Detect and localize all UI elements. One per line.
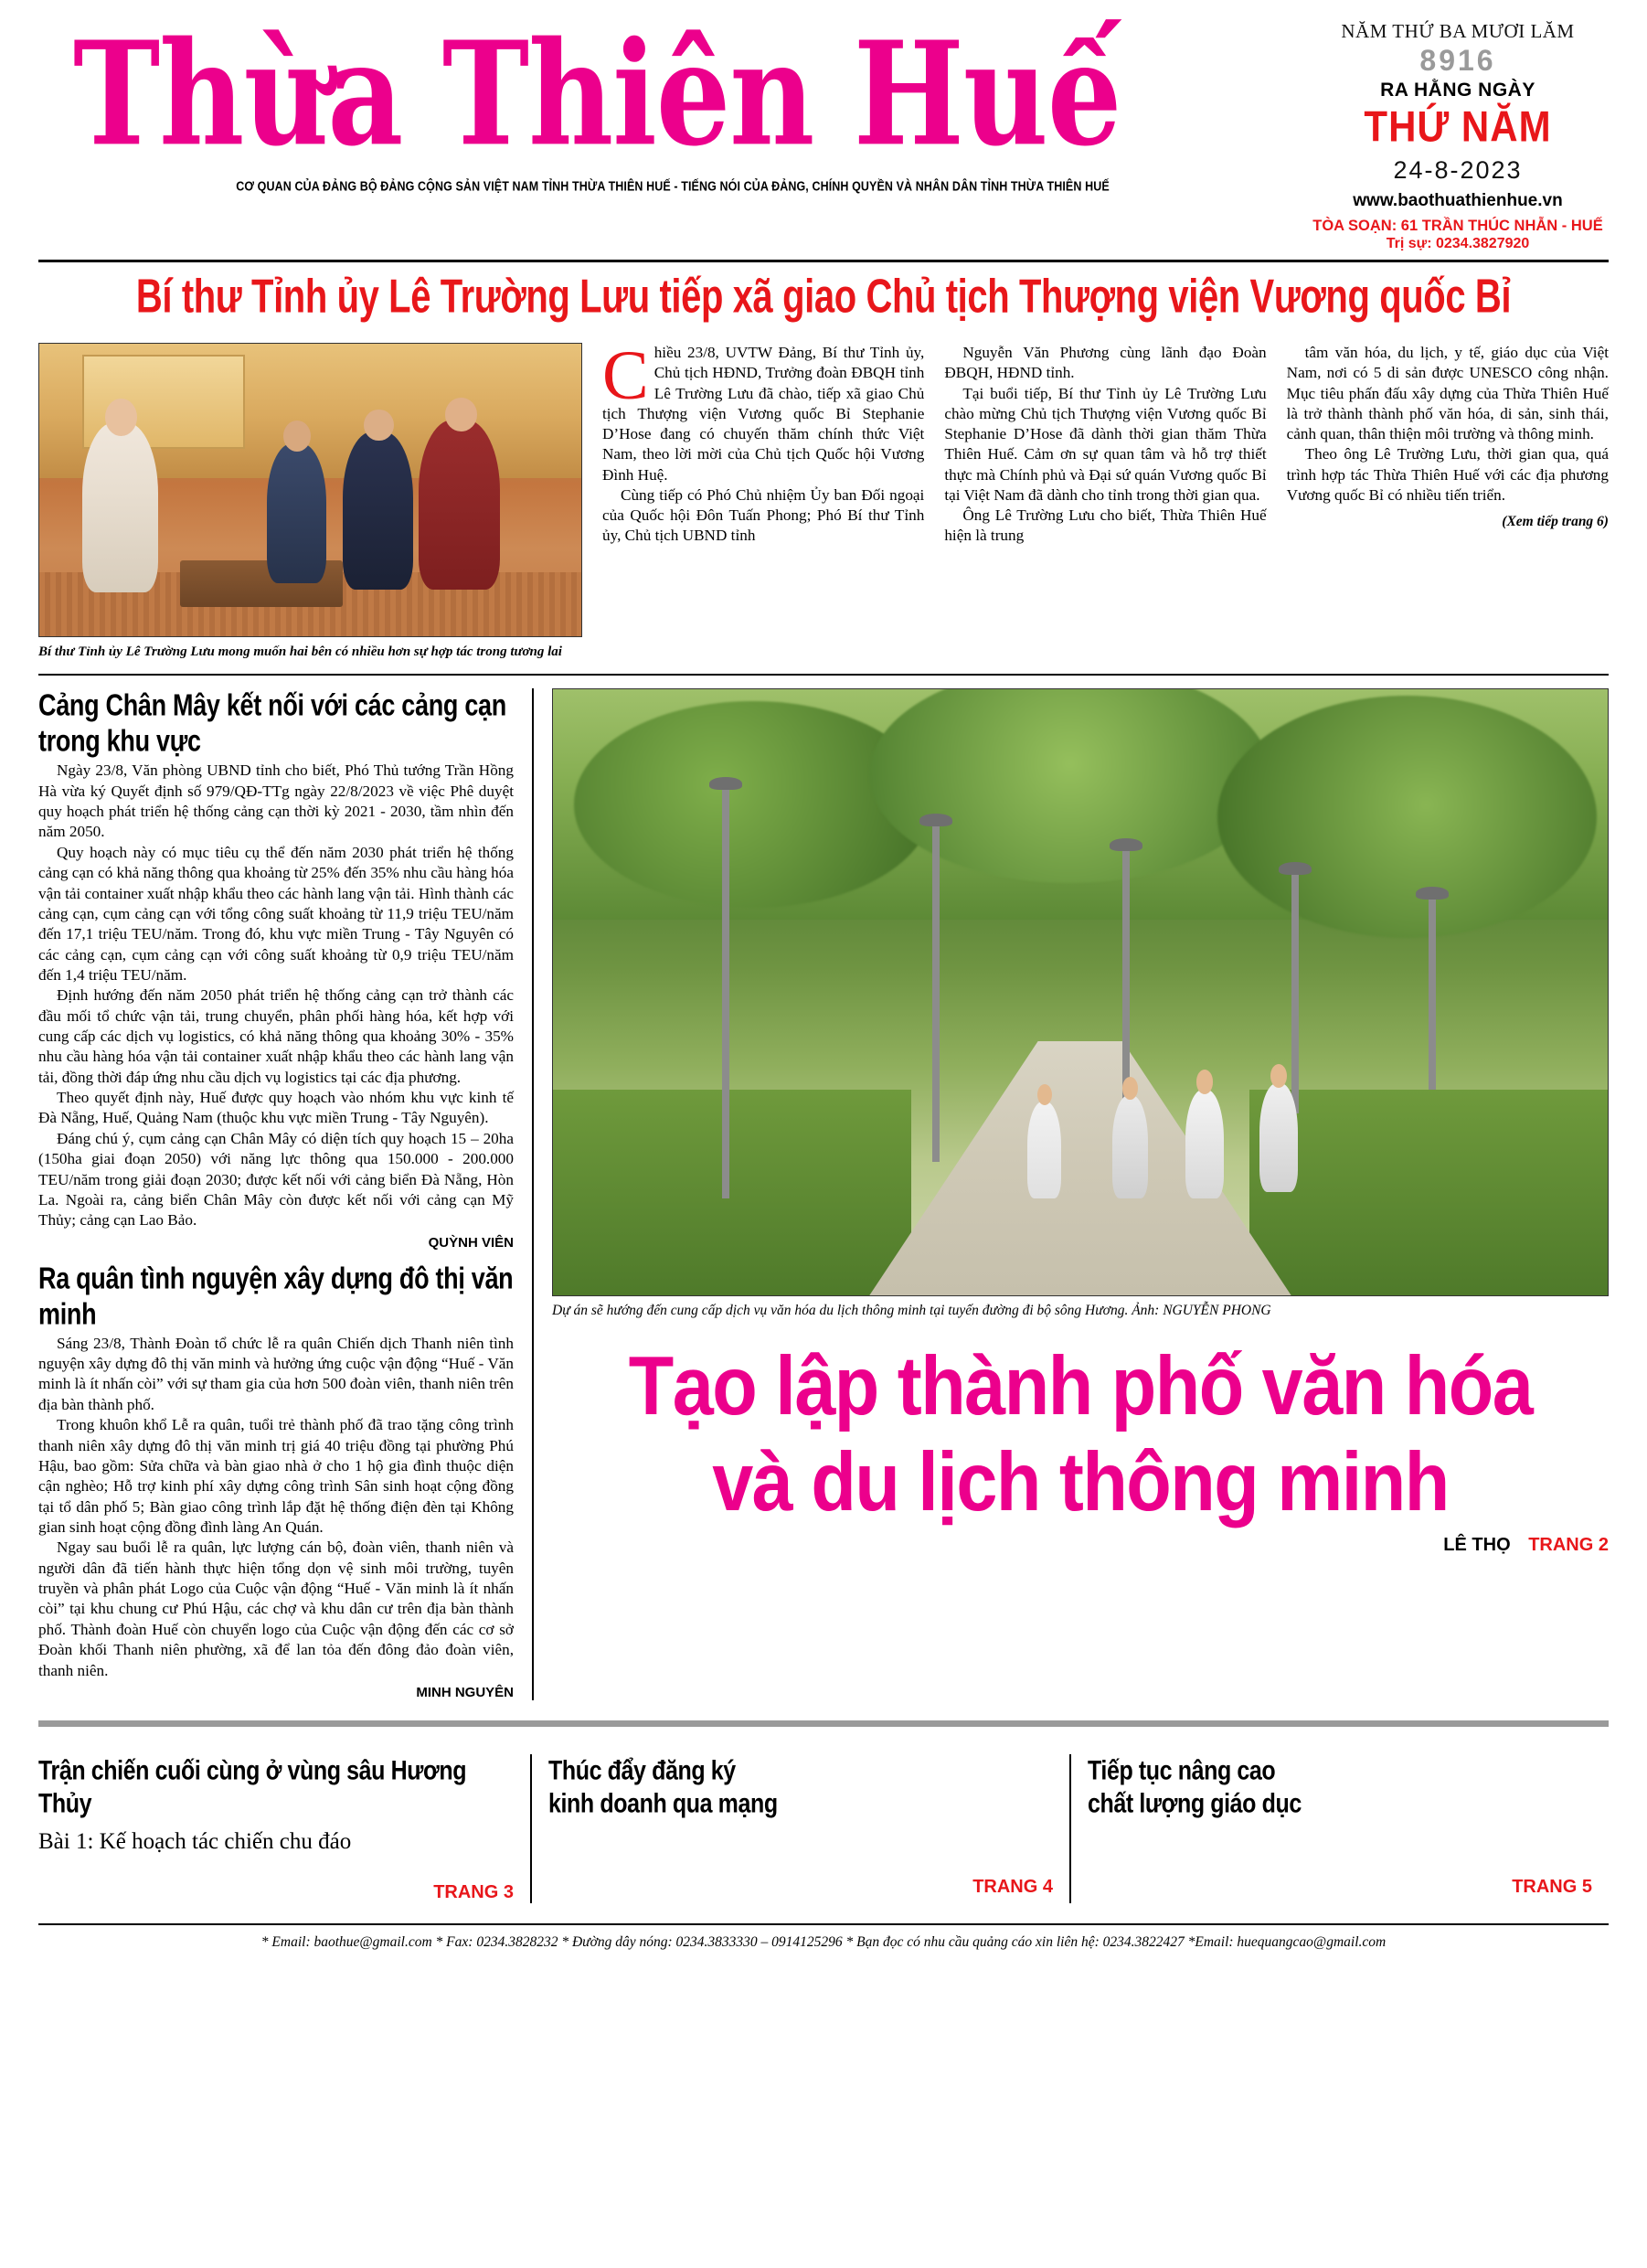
article-headline[interactable]: Cảng Chân Mây kết nối với các cảng cạn trong khu vực xyxy=(38,688,506,758)
teaser-headline-line-1: Thúc đẩy đăng ký xyxy=(548,1755,736,1786)
paragraph: Ngay sau buổi lễ ra quân, lực lượng cán bộ, đoàn viên, thanh niên và người dân đã tiến hành thực hiện tổng dọn vệ sinh môi trường, tuyên truyền và phân phát Logo của Cuộc vận động “Huế - Văn minh là ít nhấn còi” tại khu chung cư Phú Hậu, các chợ và khu dân cư trên địa bàn thành phố. Thành đoàn Huế còn chuyển logo của Cuộc vận động đến các cơ sở Đoàn khối Thanh niên phường, xã để lan tỏa đến đông đảo đoàn viên, thanh niên. xyxy=(38,1539,514,1679)
paragraph: Ngày 23/8, Văn phòng UBND tỉnh cho biết, Phó Thủ tướng Trần Hồng Hà vừa ký Quyết định số 979/QĐ-TTg ngày 22/8/2023 về việc Phê duyệt quy hoạch phát triển hệ thống cảng cạn thời kỳ 2021 - 2030, tầm nhìn đến năm 2050. xyxy=(38,761,514,841)
lead-column-1 xyxy=(602,337,925,661)
teaser-1[interactable] xyxy=(38,1754,530,1903)
photo-person-aide-2 xyxy=(343,431,413,590)
photo-pedestrian-4 xyxy=(1259,1083,1298,1192)
main-feature-byline xyxy=(552,1535,1609,1556)
column-divider xyxy=(532,688,534,1700)
paragraph: Quy hoạch này có mục tiêu cụ thể đến năm 2030 phát triển hệ thống cảng cạn có khả năng thông qua khoảng từ 25% đến 35% nhu cầu hàng hóa vận tải container xuất nhập khẩu theo các hành lang vận tải. Hình thành các cảng cạn, cụm cảng cạn với tổng công suất khoảng từ 11,9 triệu TEU/năm đến 17,1 triệu TEU/năm. Trong đó, khu vực miền Trung - Tây Nguyên có các cảng cạn, cụm cảng cạn với công suất khoảng từ 0,9 triệu TEU/năm đến 1,4 triệu TEU/năm. xyxy=(38,843,514,984)
teaser-page-ref[interactable]: TRANG 3 xyxy=(433,1881,514,1902)
teaser-headline: Trận chiến cuối cùng ở vùng sâu Hương Thủy xyxy=(38,1755,467,1819)
photo-pedestrian-2 xyxy=(1112,1095,1148,1198)
teaser-3[interactable] xyxy=(1071,1754,1609,1903)
website-url[interactable]: www.baothuathienhue.vn xyxy=(1353,191,1563,210)
article-byline: QUỲNH VIÊN xyxy=(428,1234,514,1251)
teaser-page-ref[interactable]: TRANG 4 xyxy=(972,1876,1053,1897)
article-cang-chan-may xyxy=(38,688,514,1250)
teaser-2[interactable] xyxy=(532,1754,1069,1903)
paragraph: Đáng chú ý, cụm cảng cạn Chân Mây có diện tích quy hoạch 15 – 20ha (150ha giai đoạn 2050) với năng lực thông qua 150.000 - 200.000 TEU/năm trong giải đoạn 2030; được kết nối với cảng biển Đà Nẵng, Hòn La. Ngoài ra, cảng biển Chân Mây còn được kết nối với cảng cạn Mỹ Thủy; cảng cạn Lao Bảo. xyxy=(38,1129,514,1230)
teaser-page-ref[interactable]: TRANG 5 xyxy=(1512,1876,1592,1897)
lead-paragraph-1 xyxy=(602,337,925,485)
teaser-headline-line-2: chất lượng giáo dục xyxy=(1088,1788,1302,1819)
paragraph: Sáng 23/8, Thành Đoàn tổ chức lễ ra quân Chiến dịch Thanh niên tình nguyện xây dựng đô thị văn minh và hưởng ứng cuộc vận động “Huế - Văn minh là ít nhấn còi” với sự tham gia của hơn 500 đoàn viên, thanh niên trên địa bàn thành phố. xyxy=(38,1334,514,1413)
main-feature-headline[interactable] xyxy=(552,1339,1609,1531)
article-body xyxy=(38,761,514,1230)
lead-column-2 xyxy=(944,343,1266,661)
masthead-left xyxy=(38,11,1307,195)
lead-photo-block xyxy=(38,343,582,661)
lead-paragraph-5: Ông Lê Trường Lưu cho biết, Thừa Thiên Huế hiện là trung xyxy=(944,506,1267,545)
photo-tree-3 xyxy=(1217,696,1597,938)
masthead xyxy=(0,0,1647,252)
teaser-divider xyxy=(38,1720,1609,1727)
publication-date: 24-8-2023 xyxy=(1393,156,1523,184)
lead-paragraph-1-text: hiều 23/8, UVTW Đảng, Bí thư Tỉnh ủy, Chủ tịch HĐND, Trưởng đoàn ĐBQH tỉnh Lê Trường Lưu đã chào, tiếp xã giao Chủ tịch Thượng viện Vương quốc Bỉ Stephanie D’Hose đang có chuyến thăm chính thức Việt Nam, theo lời mời của Chủ tịch Quốc hội Vương Đình Huệ. xyxy=(602,344,925,484)
photo-grass-left xyxy=(553,1090,911,1295)
main-headline-line-1: Tạo lập thành phố văn hóa xyxy=(628,1340,1533,1433)
photo-lamp-post-5 xyxy=(1429,896,1436,1090)
right-column xyxy=(552,676,1609,1700)
continue-reference[interactable]: (Xem tiếp trang 6) xyxy=(1502,514,1609,530)
paragraph: Trong khuôn khổ Lễ ra quân, tuổi trẻ thành phố đã trao tặng công trình thanh niên xây dựng đô thị văn minh trị giá 40 triệu đồng tại phường Phú Hậu, bao gồm: Sửa chữa và bàn giao nhà ở cho 1 hộ gia đình thuộc diện cận nghèo; Hỗ trợ kinh phí xây dựng công trình Sân sinh hoạt cộng đồng tại tổ dân phố 5; Bàn giao công trình lắp đặt hệ thống điện đèn tại Không gian sinh hoạt cộng đồng đình làng An Quán. xyxy=(38,1416,514,1536)
paragraph: Định hướng đến năm 2050 phát triển hệ thống cảng cạn trở thành các đầu mối tổ chức vận tải, trung chuyển, phân phối hàng hóa, kết hợp với cung cấp các dịch vụ logistics, có khả năng thông qua khoảng 30% - 35% nhu cầu hàng hóa vận tải container xuất nhập khẩu theo các hành lang vận tải, đồng thời đáp ứng nhu cầu dịch vụ logistics tại các địa phương. xyxy=(38,986,514,1086)
article-byline: MINH NGUYÊN xyxy=(416,1684,514,1700)
publication-frequency: RA HẰNG NGÀY xyxy=(1380,80,1535,101)
article-ra-quan-tinh-nguyen xyxy=(38,1262,514,1700)
main-body-grid xyxy=(38,676,1609,1700)
lead-paragraph-2: Cùng tiếp có Phó Chủ nhiệm Ủy ban Đối ngoại của Quốc hội Đôn Tuấn Phong; Phó Bí thư Tỉnh ủy, Chủ tịch UBND tỉnh xyxy=(602,485,925,545)
photo-lamp-post-1 xyxy=(722,786,729,1198)
left-column xyxy=(38,676,514,1700)
office-phone: Trị sự: 0234.3827920 xyxy=(1386,236,1530,251)
main-headline-line-2: và du lịch thông minh xyxy=(712,1436,1449,1529)
photo-pedestrian-1 xyxy=(1027,1102,1061,1198)
teaser-headline xyxy=(1088,1754,1592,1820)
masthead-info-block xyxy=(1307,16,1609,252)
publication-year-line: NĂM THỨ BA MƯƠI LĂM xyxy=(1341,20,1575,42)
article-headline[interactable]: Ra quân tình nguyện xây dựng đô thị văn minh xyxy=(38,1261,514,1330)
paragraph: Theo quyết định này, Huế được quy hoạch vào nhóm khu vực kinh tế Đà Nẵng, Huế, Quảng Nam (thuộc khu vực miền Trung - Tây Nguyên). xyxy=(38,1089,514,1127)
byline-page-ref[interactable]: TRANG 2 xyxy=(1528,1535,1609,1556)
photo-lamp-post-4 xyxy=(1291,871,1299,1113)
lead-text-columns xyxy=(602,337,1609,661)
masthead-divider xyxy=(38,260,1609,262)
article-body xyxy=(38,1334,514,1681)
lead-article xyxy=(38,337,1609,661)
lead-paragraph-4: Tại buổi tiếp, Bí thư Tỉnh ủy Lê Trường Lưu chào mừng Chủ tịch Thượng viện Vương quốc Bỉ Stephanie D’Hose đã dành thời gian thăm Thừa Thiên Huế. Cảm ơn sự quan tâm và hỗ trợ thiết thực mà Chính phủ và Đại sứ quán Vương quốc Bỉ tại Việt Nam đã dành cho tỉnh trong thời gian qua. xyxy=(944,384,1267,504)
photo-person-host xyxy=(419,420,500,590)
photo-grass-right xyxy=(1249,1090,1608,1295)
footer-divider xyxy=(38,1923,1609,1925)
issue-number: 8916 xyxy=(1419,44,1496,77)
newspaper-title: Thừa Thiên Huế xyxy=(73,11,1121,179)
photo-person-guest xyxy=(82,422,158,592)
photo-pedestrian-3 xyxy=(1185,1090,1224,1198)
lead-photo-caption: Bí thư Tỉnh ủy Lê Trường Lưu mong muốn hai bên có nhiều hơn sự hợp tác trong tương lai xyxy=(38,644,562,659)
teaser-headline-line-1: Tiếp tục nâng cao xyxy=(1088,1755,1276,1786)
teaser-headline-line-2: kinh doanh qua mạng xyxy=(548,1788,778,1819)
weekday-label: THỨ NĂM xyxy=(1364,102,1552,151)
teaser-subhead: Bài 1: Kế hoạch tác chiến chu đáo xyxy=(38,1828,352,1854)
lead-paragraph-3: Nguyễn Văn Phương cùng lãnh đạo Đoàn ĐBQH, HĐND tỉnh. xyxy=(944,344,1267,382)
main-photo-caption: Dự án sẽ hướng đến cung cấp dịch vụ văn hóa du lịch thông minh tại tuyến đường đi bộ sông Hương. Ảnh: NGUYỄN PHONG xyxy=(552,1303,1271,1319)
top-story-headline[interactable]: Bí thư Tỉnh ủy Lê Trường Lưu tiếp xã giao Chủ tịch Thượng viện Vương quốc Bỉ xyxy=(135,271,1512,324)
photo-lamp-post-2 xyxy=(932,823,940,1162)
lead-paragraph-7: Theo ông Lê Trường Lưu, thời gian qua, quá trình hợp tác Thừa Thiên Huế với các địa phương Vương quốc Bỉ có nhiều tiến triển. xyxy=(1286,445,1609,504)
footer-contact-line: * Email: baothue@gmail.com * Fax: 0234.3828232 * Đường dây nóng: 0234.3833330 – 0914125296 * Bạn đọc có nhu cầu quảng cáo xin liên hệ: 0234.3822427 *Email: huequangcao@gmail.com xyxy=(260,1933,1387,1950)
office-address: TÒA SOẠN: 61 TRẦN THÚC NHẪN - HUẾ xyxy=(1312,218,1603,234)
lead-paragraph-6: tâm văn hóa, du lịch, y tế, giáo dục của Việt Nam, nơi có 5 di sản được UNESCO công nhận. Mục tiêu phấn đấu xây dựng của Thừa Thiên Huế là trở thành thành phố văn hóa, di sản, sinh thái, cảnh quan, thân thiện môi trường và thông minh. xyxy=(1286,344,1609,443)
drop-cap: C xyxy=(602,337,649,414)
lead-column-3 xyxy=(1287,343,1609,661)
main-feature-photo xyxy=(552,688,1609,1296)
masthead-tagline: CƠ QUAN CỦA ĐẢNG BỘ ĐẢNG CỘNG SẢN VIỆT NAM TỈNH THỪA THIÊN HUẾ - TIẾNG NÓI CỦA ĐẢNG, CHÍNH QUYỀN VÀ NHÂN DÂN TỈNH THỪA THIÊN HUẾ xyxy=(236,179,1110,195)
teaser-headline xyxy=(548,1754,1053,1820)
lead-photo xyxy=(38,343,582,637)
byline-author: LÊ THỌ xyxy=(1443,1535,1511,1556)
photo-person-aide-1 xyxy=(267,443,326,584)
teaser-row xyxy=(38,1754,1609,1903)
